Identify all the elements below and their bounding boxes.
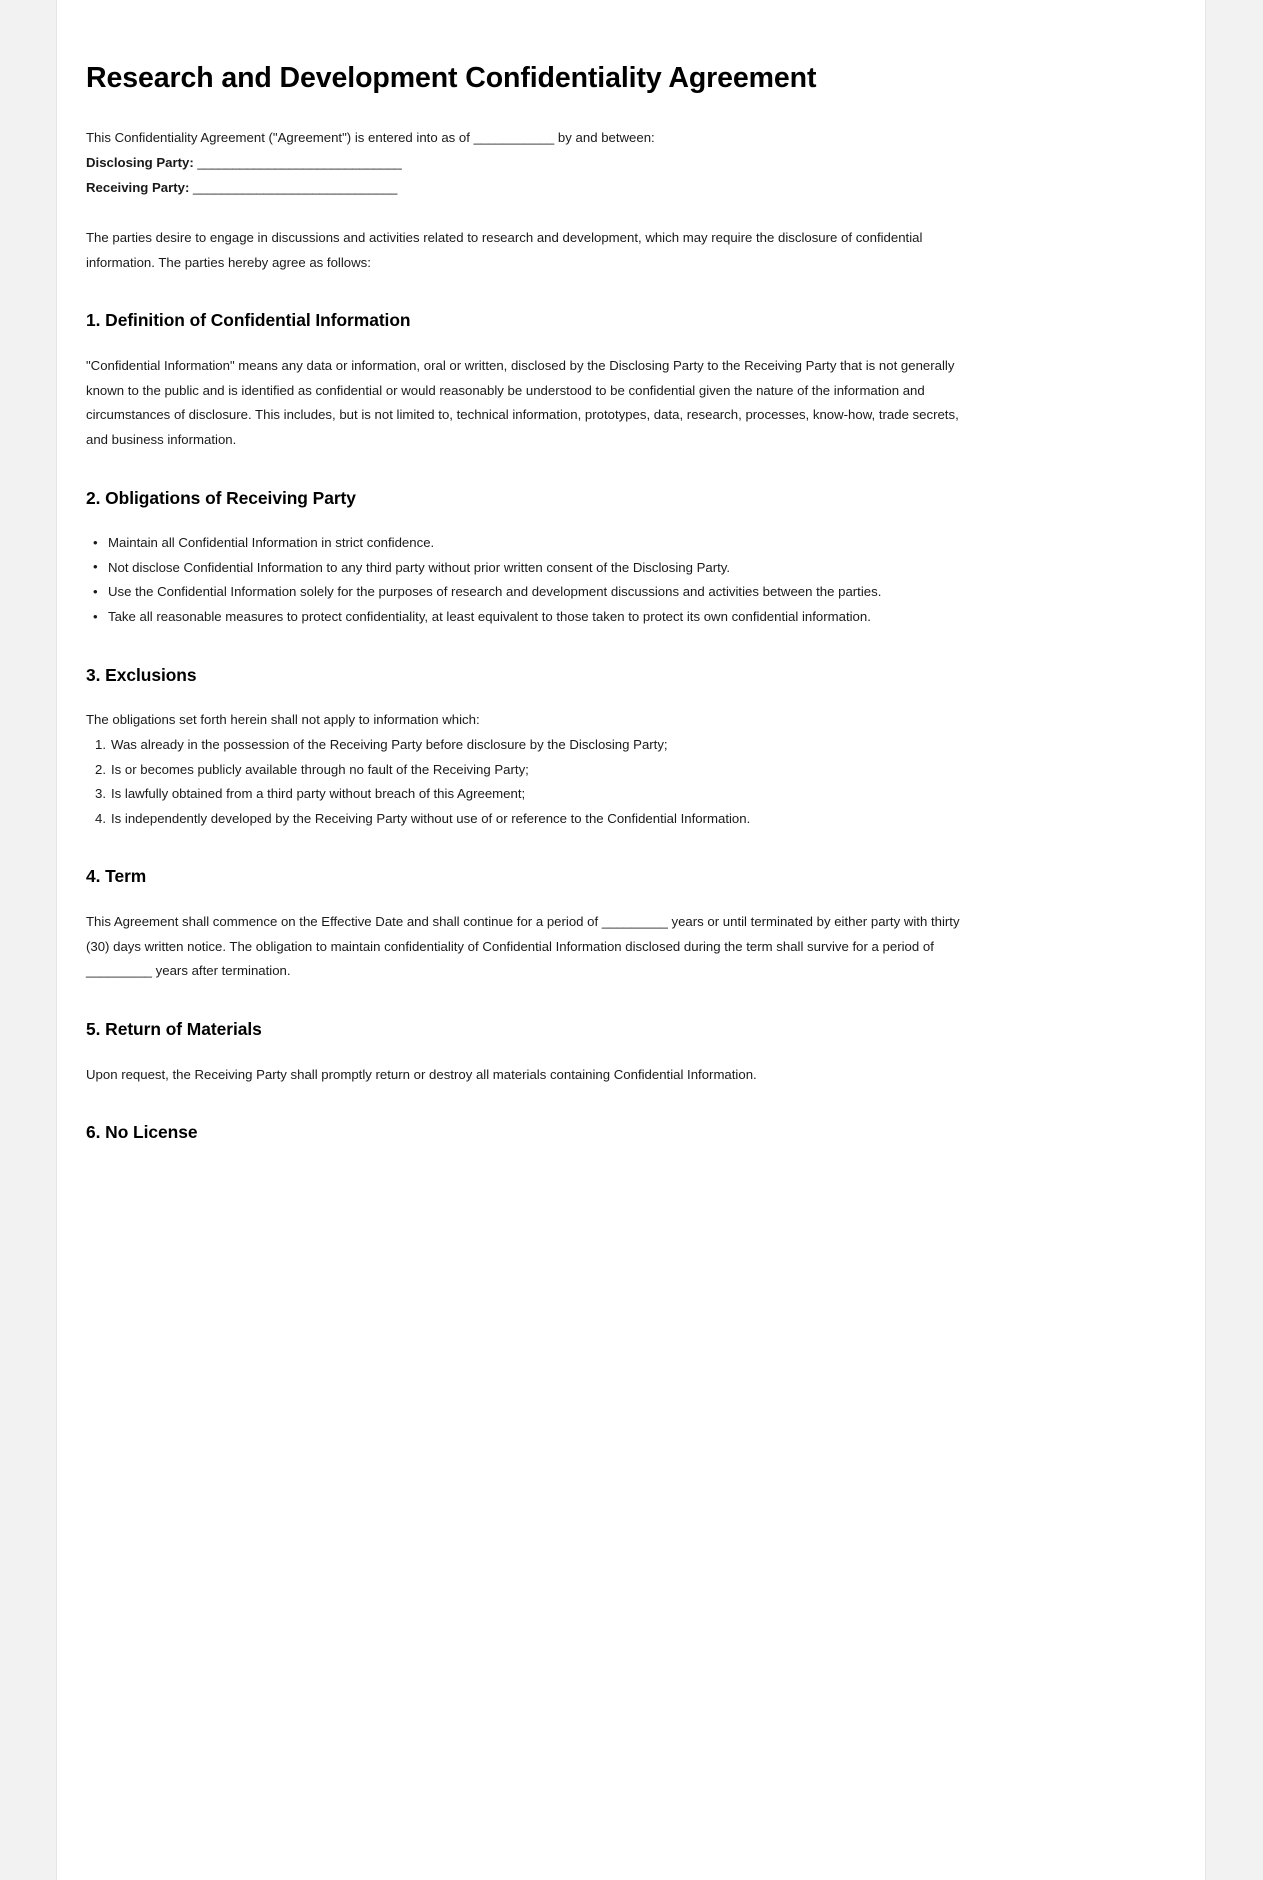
section-5-heading: 5. Return of Materials bbox=[86, 1018, 262, 1039]
obligations-list bbox=[86, 531, 966, 629]
list-item-text: Maintain all Confidential Information in strict confidence. bbox=[108, 535, 435, 551]
section-3-intro: The obligations set forth herein shall not apply to information which: bbox=[86, 712, 480, 728]
list-item-number: 2. bbox=[95, 761, 106, 777]
receiving-party-blank[interactable]: _____________________________ bbox=[193, 180, 398, 196]
list-item-text: Take all reasonable measures to protect confidentiality, at least equivalent to those taken to protect its own confidential information. bbox=[108, 609, 871, 625]
list-item-number: 4. bbox=[95, 810, 106, 826]
section-3-heading: 3. Exclusions bbox=[86, 664, 197, 685]
section-6-heading: 6. No License bbox=[86, 1122, 198, 1143]
parties-block bbox=[86, 150, 966, 200]
list-item bbox=[86, 758, 966, 783]
page-title: Research and Development Confidentiality Agreement bbox=[86, 62, 817, 94]
disclosing-party-line bbox=[86, 150, 966, 175]
receiving-party-line bbox=[86, 175, 966, 200]
section-5-return-of-materials bbox=[86, 1019, 966, 1087]
section-3-exclusions bbox=[86, 665, 966, 832]
list-item bbox=[86, 556, 966, 581]
section-4-heading: 4. Term bbox=[86, 866, 147, 887]
list-item-text: Is lawfully obtained from a third party without breach of this Agreement; bbox=[111, 786, 526, 802]
list-item bbox=[86, 733, 966, 758]
section-4-paragraph: This Agreement shall commence on the Effective Date and shall continue for a period of _________ years or until terminated by either party with thirty (30) days written notice. The obligation to maintain confidentiality of Confidential Information disclosed during the term shall survive for a period of _________ years after termination. bbox=[86, 914, 960, 979]
document-page bbox=[57, 0, 1205, 1880]
list-item-text: Use the Confidential Information solely for the purposes of research and development discussions and activities between the parties. bbox=[108, 584, 882, 600]
section-5-paragraph: Upon request, the Receiving Party shall promptly return or destroy all materials containing Confidential Information. bbox=[86, 1066, 757, 1082]
disclosing-party-blank[interactable]: _____________________________ bbox=[197, 155, 402, 171]
list-item bbox=[86, 782, 966, 807]
preamble-paragraph: The parties desire to engage in discussions and activities related to research and development, which may require the disclosure of confidential information. The parties hereby agree as follows: bbox=[86, 230, 923, 270]
intro-paragraph: This Confidentiality Agreement ("Agreement") is entered into as of ___________ by and between: bbox=[86, 129, 655, 145]
list-item-number: 1. bbox=[95, 737, 106, 752]
list-item bbox=[86, 531, 966, 556]
receiving-party-label: Receiving Party: bbox=[86, 180, 190, 196]
section-6-no-license bbox=[86, 1122, 966, 1144]
list-item-number: 3. bbox=[95, 786, 106, 802]
list-item bbox=[86, 580, 966, 605]
list-item bbox=[86, 807, 966, 832]
list-item-text: Is or becomes publicly available through no fault of the Receiving Party; bbox=[111, 761, 529, 777]
document-content bbox=[86, 62, 966, 1166]
section-1-heading: 1. Definition of Confidential Information bbox=[86, 310, 411, 331]
list-item bbox=[86, 605, 966, 630]
section-1-definition bbox=[86, 310, 966, 452]
list-item-text: Was already in the possession of the Receiving Party before disclosure by the Disclosing Party; bbox=[111, 737, 668, 752]
section-4-term bbox=[86, 866, 966, 984]
list-item-text: Is independently developed by the Receiving Party without use of or reference to the Confidential Information. bbox=[111, 810, 751, 826]
disclosing-party-label: Disclosing Party: bbox=[86, 155, 194, 171]
section-1-paragraph: "Confidential Information" means any data or information, oral or written, disclosed by the Disclosing Party to the Receiving Party that is not generally known to the public and is identified as confidential or would reasonably be understood to be confidential given the nature of the information and circumstances of disclosure. This includes, but is not limited to, technical information, prototypes, data, research, processes, know-how, trade secrets, and business information. bbox=[86, 358, 959, 447]
section-2-obligations bbox=[86, 488, 966, 630]
section-2-heading: 2. Obligations of Receiving Party bbox=[86, 487, 356, 508]
list-item-text: Not disclose Confidential Information to any third party without prior written consent of the Disclosing Party. bbox=[108, 559, 731, 575]
exclusions-list bbox=[86, 733, 966, 831]
